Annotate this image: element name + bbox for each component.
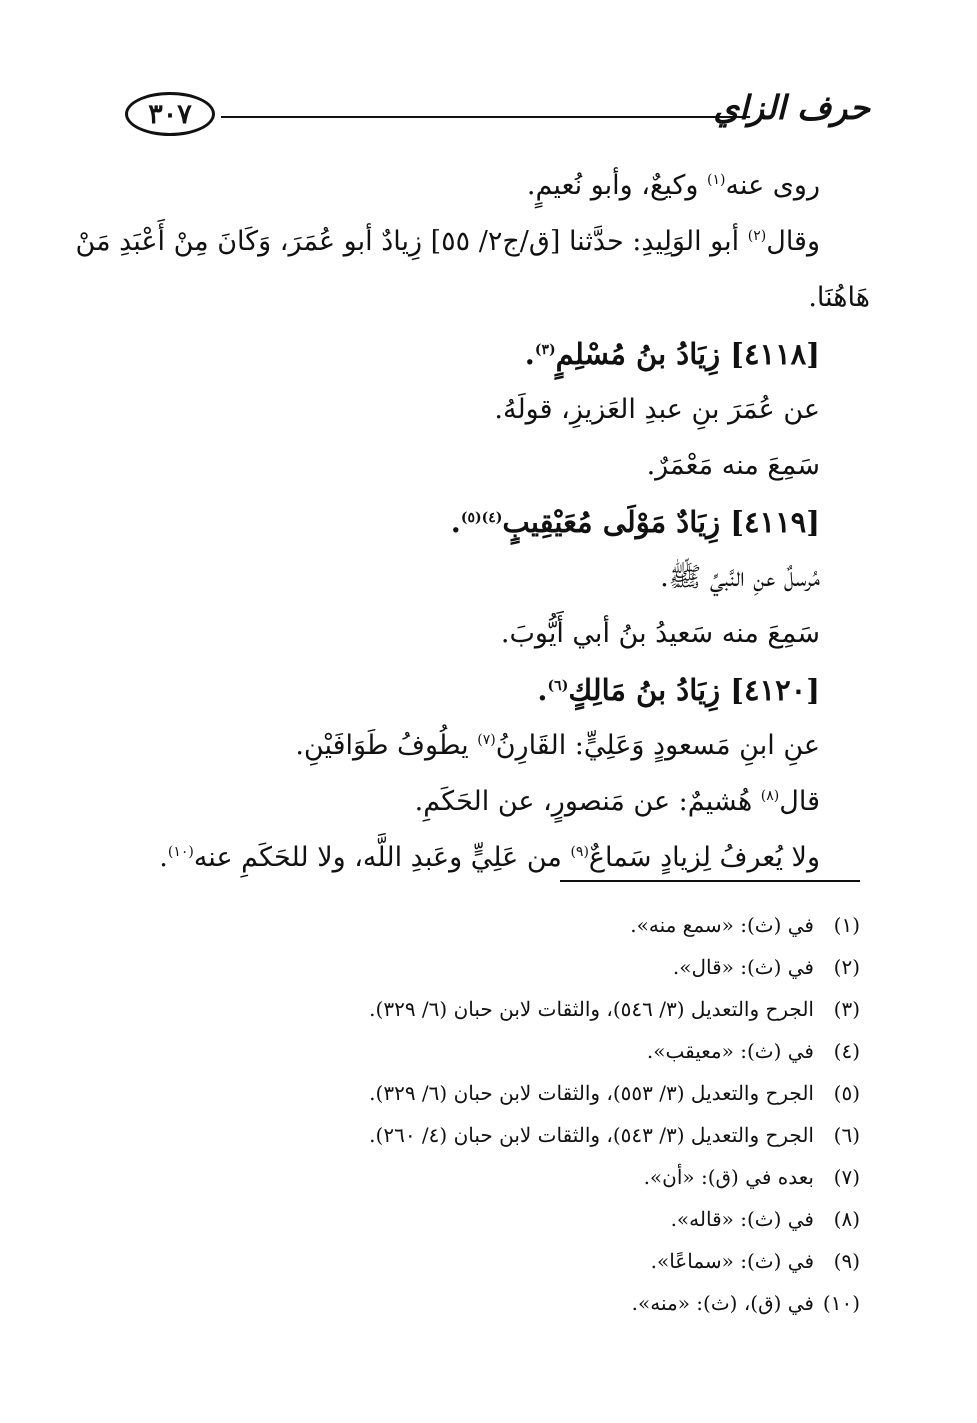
footnote-number: (٣): [833, 997, 860, 1021]
footnote-number: (١): [833, 913, 860, 937]
text-line: [128, 662, 870, 718]
line-text-continued: .: [524, 337, 535, 371]
line-text-end: .: [159, 842, 168, 873]
footnote-number: (٩): [833, 1249, 860, 1273]
footnote-item: [300, 988, 860, 1030]
line-text: [٤١١٨] زِيَادُ بنُ مُسْلِمٍ: [555, 337, 820, 371]
line-text: وقال: [766, 226, 820, 257]
footnote-text: الجرح والتعديل (٣/ ٥٥٣)، والثقات لابن حبان (٦/ ٣٢٩).: [369, 1081, 814, 1105]
footnote-ref: (٢): [747, 228, 767, 244]
footnote-ref: (١٠): [167, 844, 194, 860]
footnote-number: (٢): [833, 955, 860, 979]
text-line: [128, 494, 870, 550]
line-text-continued: من عَلِيٍّ وعَبدِ اللَّه، ولا للحَكَمِ عنه: [193, 842, 571, 873]
footnote-text: الجرح والتعديل (٣/ ٥٤٦)، والثقات لابن حبان (٦/ ٣٢٩).: [369, 997, 814, 1021]
footnote-item: [300, 1198, 860, 1240]
text-line: [128, 606, 870, 662]
footnote-item: [300, 1030, 860, 1072]
footnote-item: [300, 1156, 860, 1198]
footnote-item: [300, 1282, 860, 1324]
line-text-continued: وكيعٌ، وأبو نُعيمٍ.: [526, 170, 707, 201]
footnote-number: (٥): [833, 1081, 860, 1105]
text-line: [128, 718, 870, 774]
footnote-number: (١٠): [822, 1291, 860, 1315]
line-text: سَمِعَ منه مَعْمَرٌ.: [646, 450, 820, 481]
line-text: روى عنه: [725, 170, 820, 201]
footnote-number: (٦): [833, 1123, 860, 1147]
footnote-ref: (٤)(٥): [460, 510, 503, 526]
footnote-ref: (٦): [547, 678, 569, 694]
page-number: ٣٠٧: [125, 92, 215, 136]
text-line: [128, 158, 870, 214]
footnote-ref: (٨): [760, 788, 780, 804]
footnote-text: الجرح والتعديل (٣/ ٥٤٣)، والثقات لابن حبان (٤/ ٢٦٠).: [369, 1123, 814, 1147]
footnote-text: في (ث): «معيقب».: [646, 1039, 814, 1063]
text-line: [128, 550, 870, 606]
footnote-number: (٧): [833, 1165, 860, 1189]
footnote-text: في (ق)، (ث): «منه».: [631, 1291, 814, 1315]
line-text: مُرسلٌ عنِ النَّبيِّ ﷺ.: [660, 562, 820, 593]
footnote-ref: (١): [707, 172, 726, 188]
footnote-text: في (ث): «سمع منه».: [630, 913, 814, 937]
text-line: [128, 326, 870, 382]
page-header: [125, 88, 870, 138]
footnote-text: بعده في (ق): «أن».: [643, 1165, 814, 1189]
line-text: [٤١١٩] زِيَادٌ مَوْلَى مُعَيْقِيبٍ: [502, 505, 820, 539]
footnote-text: في (ث): «قاله».: [670, 1207, 814, 1231]
footnote-ref: (٣): [534, 342, 556, 358]
line-text-continued: هُشيمٌ: عن مَنصورٍ، عن الحَكَمِ.: [414, 786, 761, 817]
footnote-number: (٤): [833, 1039, 860, 1063]
line-text: هَاهُنَا.: [808, 282, 870, 313]
line-text: سَمِعَ منه سَعيدُ بنُ أبي أَيُّوبَ.: [500, 618, 820, 649]
line-text-continued: .: [537, 673, 548, 707]
line-text: [٤١٢٠] زِيَادُ بنُ مَالِكٍ: [568, 673, 820, 707]
footnote-item: [300, 1114, 860, 1156]
line-text-continued: أبو الوَلِيدِ: حدَّثنا [ق/ج٢/ ٥٥] زِيادٌ أبو عُمَرَ، وَكَانَ مِنْ أَعْبَدِ مَنْ: [75, 226, 748, 257]
text-line: [128, 438, 870, 494]
footnote-item: [300, 1072, 860, 1114]
footnote-text: في (ث): «سماعًا».: [650, 1249, 814, 1273]
line-text: عنِ ابنِ مَسعودٍ وَعَلِيٍّ: القَارِنُ: [495, 730, 820, 761]
line-text-continued: .: [450, 505, 461, 539]
line-text: ولا يُعرفُ لِزيادٍ سَماعٌ: [588, 842, 820, 873]
footnote-text: في (ث): «قال».: [672, 955, 814, 979]
header-rule: [221, 116, 750, 118]
footnote-ref: (٩): [570, 844, 589, 860]
text-line: [128, 774, 870, 830]
line-text: قال: [779, 786, 820, 817]
footnotes: [300, 904, 860, 1324]
footnote-item: [300, 1240, 860, 1282]
footnote-separator: [560, 880, 860, 882]
text-line: [128, 382, 870, 438]
footnote-number: (٨): [833, 1207, 860, 1231]
main-text: [75, 158, 870, 886]
text-line: [75, 214, 870, 270]
chapter-title: حرف الزاي: [713, 88, 870, 127]
footnote-item: [300, 904, 860, 946]
line-text-continued: يطُوفُ طَوَافَيْنِ.: [295, 730, 478, 761]
text-line: [128, 270, 870, 326]
footnote-ref: (٧): [477, 732, 496, 748]
footnote-item: [300, 946, 860, 988]
text-line: [128, 830, 870, 886]
line-text: عن عُمَرَ بنِ عبدِ العَزيزِ، قولَهُ.: [494, 394, 820, 425]
